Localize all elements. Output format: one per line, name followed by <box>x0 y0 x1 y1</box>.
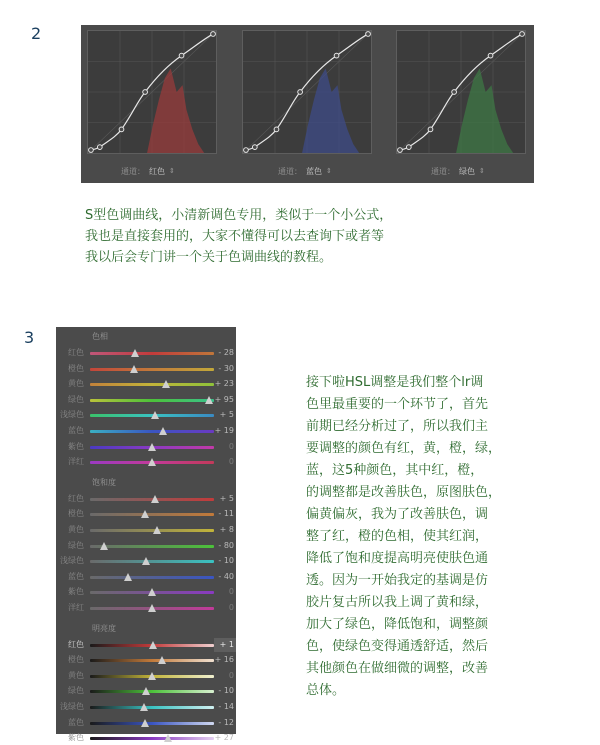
text-line: S型色调曲线，小清新调色专用，类似于一个小公式， <box>85 208 393 223</box>
slider-value[interactable]: + 8 <box>219 525 234 534</box>
slider-label: 浅绿色 <box>60 556 84 566</box>
slider-label: 绿色 <box>68 540 84 550</box>
text-line: 前期已经分析过了，所以我们主 <box>306 419 489 434</box>
slider-thumb[interactable] <box>159 427 167 435</box>
slider-label: 紫色 <box>68 733 84 743</box>
hsl-slider-row[interactable] <box>56 377 236 391</box>
hsl-section-title: 色相 <box>92 332 108 341</box>
slider-label: 红色 <box>68 493 84 503</box>
slider-thumb[interactable] <box>151 495 159 503</box>
slider-label: 蓝色 <box>68 571 84 581</box>
slider-value[interactable]: 0 <box>228 457 234 467</box>
slider-thumb[interactable] <box>153 526 161 534</box>
slider-thumb[interactable] <box>148 604 156 612</box>
slider-value[interactable]: + 95 <box>214 394 234 404</box>
hsl-slider-row[interactable] <box>56 716 236 730</box>
hsl-slider-row[interactable] <box>56 408 236 422</box>
hsl-slider-row[interactable] <box>56 684 236 698</box>
slider-track[interactable] <box>90 383 214 386</box>
curve-control-point[interactable] <box>89 148 94 153</box>
slider-value[interactable]: 0 <box>228 587 234 597</box>
slider-value[interactable]: - 30 <box>218 363 234 373</box>
curve-control-point[interactable] <box>488 53 493 58</box>
slider-track[interactable] <box>90 430 214 433</box>
curve-control-point[interactable] <box>366 32 371 37</box>
slider-label: 绿色 <box>68 394 84 404</box>
channel-value: 绿色 <box>459 166 475 176</box>
hsl-slider-row[interactable] <box>56 492 236 506</box>
hsl-slider-row[interactable] <box>56 554 236 568</box>
slider-thumb[interactable] <box>100 542 108 550</box>
curve-control-point[interactable] <box>97 145 102 150</box>
channel-label: 通道： <box>431 166 455 176</box>
slider-label: 浅绿色 <box>60 702 84 711</box>
curve-control-point[interactable] <box>428 127 433 132</box>
slider-label: 浅绿色 <box>60 410 84 420</box>
hsl-slider-row[interactable] <box>56 585 236 599</box>
slider-track[interactable] <box>90 722 214 725</box>
dropdown-arrow-icon: ⇕ <box>326 167 332 175</box>
slider-thumb[interactable] <box>148 672 156 680</box>
hsl-slider-row[interactable] <box>56 669 236 683</box>
slider-value[interactable]: - 12 <box>218 717 234 727</box>
slider-label: 洋红 <box>68 603 84 612</box>
slider-label: 紫色 <box>68 587 84 597</box>
slider-thumb[interactable] <box>164 734 172 742</box>
channel-selector-blue[interactable] <box>278 164 332 178</box>
channel-selector-red[interactable] <box>121 164 175 178</box>
curve-control-point[interactable] <box>119 127 124 132</box>
slider-label: 黄色 <box>68 525 84 534</box>
slider-track[interactable] <box>90 368 214 371</box>
slider-label: 紫色 <box>68 441 84 451</box>
curve-control-point[interactable] <box>452 90 457 95</box>
slider-thumb[interactable] <box>141 510 149 518</box>
histogram <box>147 68 204 153</box>
curve-control-point[interactable] <box>244 148 249 153</box>
slider-track[interactable] <box>90 399 214 402</box>
hsl-slider-row[interactable] <box>56 731 236 745</box>
slider-thumb[interactable] <box>149 641 157 649</box>
slider-value[interactable]: - 40 <box>218 571 234 581</box>
text-line: 我也是直接套用的，大家不懂得可以去查询下或者等 <box>85 229 385 244</box>
channel-label: 通道： <box>278 166 302 176</box>
curve-description <box>85 205 555 268</box>
text-line: 我以后会专门讲一个关于色调曲线的教程。 <box>85 250 333 265</box>
curve-control-point[interactable] <box>252 145 257 150</box>
curve-control-point[interactable] <box>179 53 184 58</box>
hsl-slider-row[interactable] <box>56 539 236 553</box>
slider-label: 蓝色 <box>68 717 84 727</box>
tone-curve-red[interactable] <box>87 30 217 154</box>
curve-control-point[interactable] <box>334 53 339 58</box>
hsl-slider-row[interactable] <box>56 507 236 521</box>
step-number-2: 2 <box>31 24 42 43</box>
channel-label: 通道： <box>121 166 145 176</box>
slider-label: 橙色 <box>68 655 84 665</box>
text-line: 蓝，这5种颜色，其中红，橙， <box>306 463 484 478</box>
slider-thumb[interactable] <box>148 588 156 596</box>
slider-thumb[interactable] <box>131 349 139 357</box>
slider-track[interactable] <box>90 659 214 662</box>
slider-thumb[interactable] <box>130 365 138 373</box>
slider-track[interactable] <box>90 545 214 548</box>
curve-control-point[interactable] <box>298 90 303 95</box>
slider-track[interactable] <box>90 737 214 740</box>
slider-label: 蓝色 <box>68 426 84 435</box>
slider-thumb[interactable] <box>205 396 213 404</box>
text-line: 其他颜色在做细微的调整，改善 <box>306 661 489 676</box>
slider-label: 橙色 <box>68 363 84 373</box>
slider-track[interactable] <box>90 706 214 709</box>
slider-thumb[interactable] <box>124 573 132 581</box>
channel-selector-green[interactable] <box>431 164 485 178</box>
slider-track[interactable] <box>90 560 214 563</box>
hsl-slider-row[interactable] <box>56 570 236 584</box>
hsl-description <box>306 372 582 702</box>
hsl-section-title: 饱和度 <box>92 477 116 487</box>
text-line: 色里最重要的一个环节了，首先 <box>306 397 489 412</box>
text-line: 接下啦HSL调整是我们整个lr调 <box>306 375 484 390</box>
slider-thumb[interactable] <box>158 656 166 664</box>
slider-value[interactable]: 0 <box>228 670 234 680</box>
slider-value[interactable]: + 5 <box>219 410 234 420</box>
slider-thumb[interactable] <box>148 458 156 466</box>
hsl-slider-row[interactable] <box>56 346 236 360</box>
slider-label: 黄色 <box>68 670 84 680</box>
text-line: 要调整的颜色有红，黄，橙，绿， <box>306 441 502 456</box>
slider-value[interactable]: + 27 <box>214 733 234 743</box>
histogram <box>302 68 359 153</box>
slider-thumb[interactable] <box>141 719 149 727</box>
step-number-3: 3 <box>24 328 35 347</box>
text-line: 整了红，橙的色相，使其红润， <box>306 529 489 544</box>
text-line: 加大了绿色，降低饱和，调整颜 <box>306 617 489 632</box>
text-line: 降低了饱和度提高明亮使肤色通 <box>306 551 489 566</box>
channel-value: 蓝色 <box>306 166 322 176</box>
slider-value[interactable]: - 10 <box>218 556 234 566</box>
slider-label: 黄色 <box>68 379 84 389</box>
slider-value[interactable]: + 19 <box>214 426 234 435</box>
slider-thumb[interactable] <box>142 687 150 695</box>
tone-curve-panel <box>81 25 534 183</box>
slider-track[interactable] <box>90 513 214 516</box>
slider-value[interactable]: - 80 <box>218 540 234 550</box>
slider-track[interactable] <box>90 352 214 355</box>
curve-control-point[interactable] <box>406 145 411 150</box>
hsl-slider-row[interactable] <box>56 362 236 376</box>
text-line: 的调整都是改善肤色，原图肤色， <box>306 485 502 500</box>
hsl-section-title: 明亮度 <box>92 623 116 633</box>
slider-value[interactable]: + 5 <box>219 493 234 503</box>
slider-label: 绿色 <box>68 686 84 696</box>
dropdown-arrow-icon: ⇕ <box>479 167 485 175</box>
slider-label: 红色 <box>68 348 84 357</box>
hsl-slider-row[interactable] <box>56 424 236 438</box>
text-line: 总体。 <box>306 683 346 698</box>
hsl-slider-row[interactable] <box>56 638 236 652</box>
hsl-slider-row[interactable] <box>56 440 236 454</box>
slider-label: 红色 <box>68 639 84 649</box>
slider-thumb[interactable] <box>142 557 150 565</box>
curve-control-point[interactable] <box>520 32 525 37</box>
hsl-panel <box>56 327 236 743</box>
slider-value[interactable]: + 23 <box>214 379 234 389</box>
curve-control-point[interactable] <box>398 148 403 153</box>
curve-control-point[interactable] <box>211 32 216 37</box>
text-line: 透。因为一开始我定的基调是仿 <box>306 573 489 588</box>
slider-value[interactable]: 0 <box>228 441 234 451</box>
tone-curve-blue[interactable] <box>242 30 372 154</box>
curve-control-point[interactable] <box>274 127 279 132</box>
slider-value[interactable]: - 10 <box>218 686 234 696</box>
slider-label: 橙色 <box>68 509 84 519</box>
text-line: 胶片复古所以我上调了黄和绿， <box>306 595 489 610</box>
tone-curve-green[interactable] <box>396 30 526 154</box>
dropdown-arrow-icon: ⇕ <box>169 167 175 175</box>
hsl-slider-row[interactable] <box>56 393 236 407</box>
slider-track[interactable] <box>90 690 214 693</box>
slider-thumb[interactable] <box>148 443 156 451</box>
text-line: 色，使绿色变得通透舒适，然后 <box>306 639 489 654</box>
text-line: 偏黄偏灰，我为了改善肤色，调 <box>306 507 489 522</box>
hsl-slider-row[interactable] <box>56 653 236 667</box>
histogram <box>456 68 513 153</box>
slider-track[interactable] <box>90 576 214 579</box>
slider-thumb[interactable] <box>162 380 170 388</box>
hsl-slider-row[interactable] <box>56 523 236 537</box>
hsl-slider-row[interactable] <box>56 601 236 615</box>
slider-value[interactable]: + 16 <box>214 655 234 665</box>
curve-control-point[interactable] <box>143 90 148 95</box>
channel-value: 红色 <box>149 166 165 176</box>
slider-thumb[interactable] <box>140 703 148 711</box>
hsl-slider-row[interactable] <box>56 455 236 469</box>
slider-value[interactable]: - 11 <box>218 509 234 519</box>
slider-value[interactable]: 0 <box>228 603 234 612</box>
slider-thumb[interactable] <box>151 411 159 419</box>
slider-label: 洋红 <box>68 457 84 467</box>
slider-value[interactable]: - 28 <box>218 348 234 357</box>
slider-value[interactable]: - 14 <box>218 702 234 711</box>
hsl-slider-row[interactable] <box>56 700 236 714</box>
slider-value[interactable]: + 1 <box>214 638 236 652</box>
